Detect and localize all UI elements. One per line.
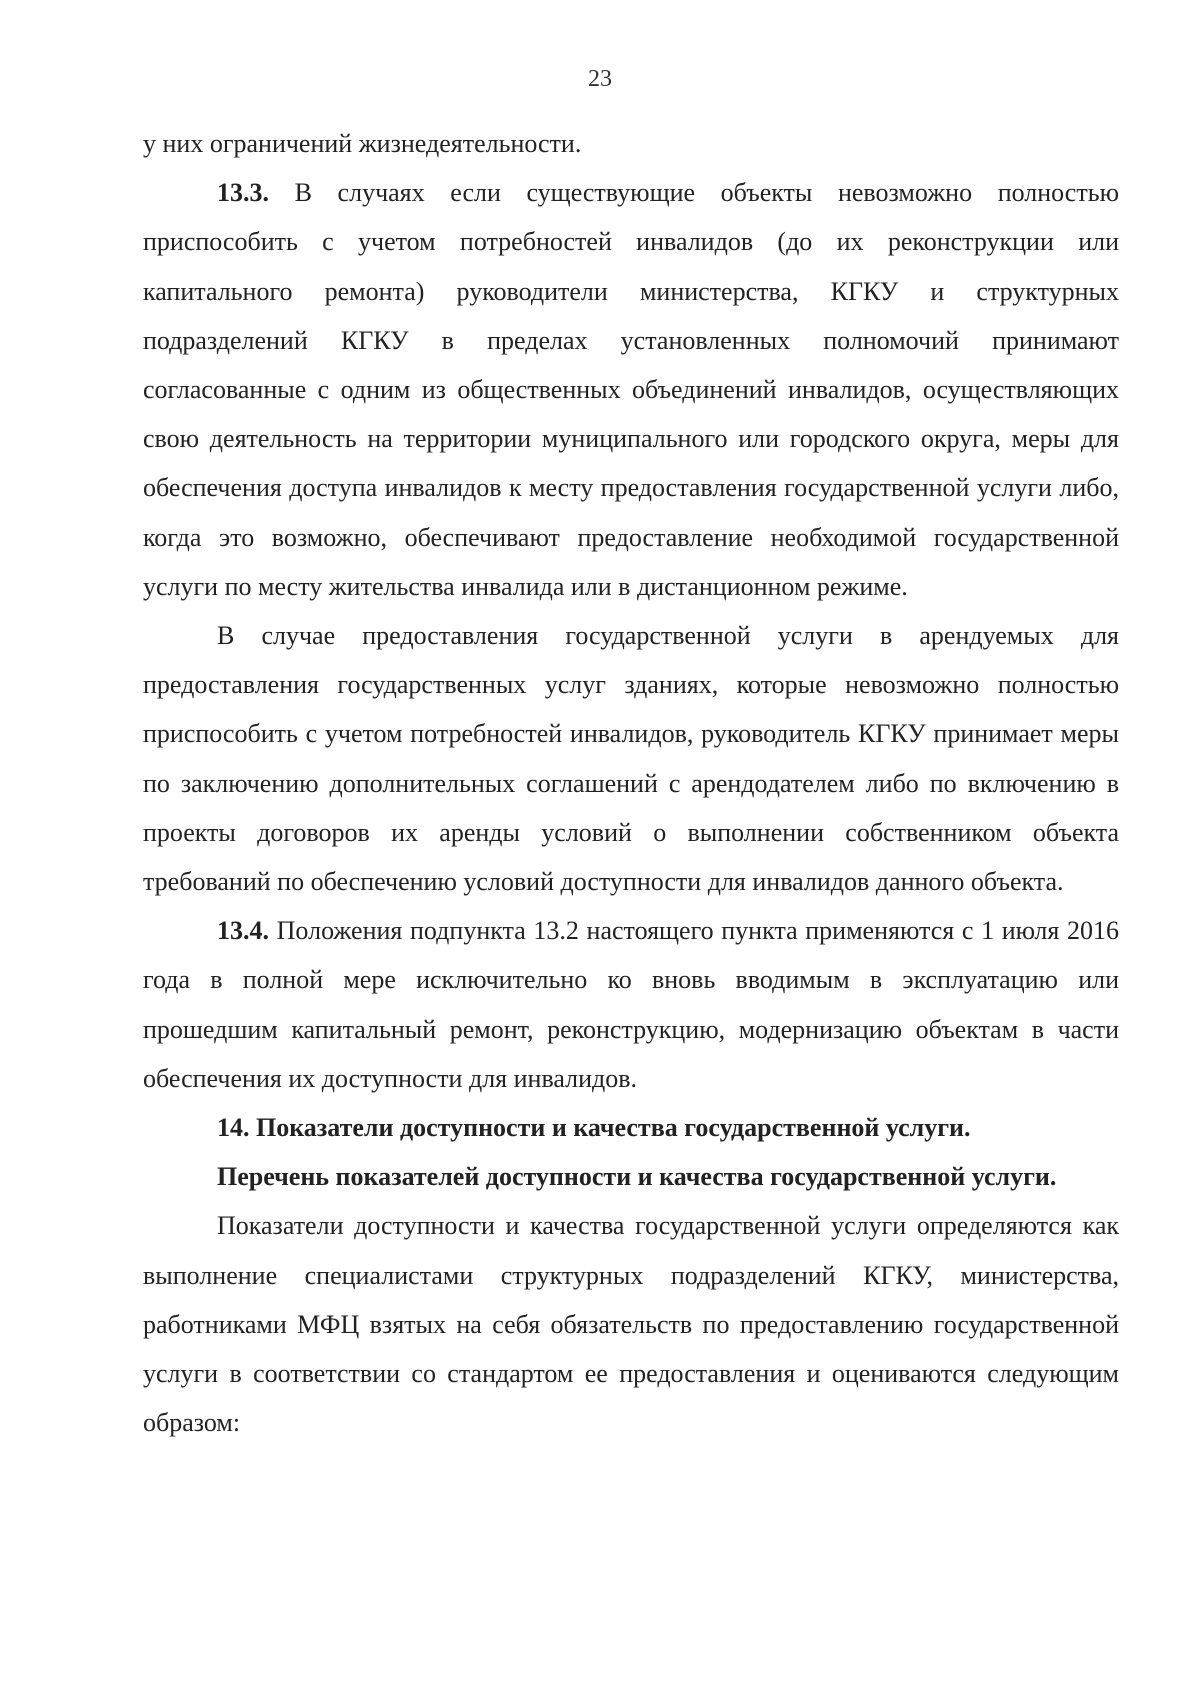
subsection-heading: Перечень показателей доступности и качества государственной услуги. [217,1162,1057,1192]
paragraph-indicators: Показатели доступности и качества государственной услуги определяются как выполнение специалистами структурных подразделений КГКУ, министерства, работниками МФЦ взятых на себя обязательств по предоставлению государственной услуги в соответствии со стандартом ее предоставления и оцениваются следующим образом: [143,1211,1119,1438]
section-heading-14: 14. Показатели доступности и качества государственной услуги. [217,1113,971,1143]
document-body [143,119,1119,1447]
paragraph-13-4 [143,906,1119,1103]
clause-number-13-3: 13.3. [217,178,269,208]
page-number: 23 [588,66,612,92]
clause-text-13-3: В случаях если существующие объекты невозможно полностью приспособить с учетом потребностей инвалидов (до их реконструкции или капитального ремонта) руководители министерства, КГКУ и структурных подразделений КГКУ в пределах установленных полномочий принимают согласованные с одним из общественных объединений инвалидов, осуществляющих свою деятельность на территории муниципального или городского округа, меры для обеспечения доступа инвалидов к месту предоставления государственной услуги либо, когда это возможно, обеспечивают предоставление необходимой государственной услуги по месту жительства инвалида или в дистанционном режиме. [143,178,1119,601]
clause-text-13-4: Положения подпункта 13.2 настоящего пункта применяются с 1 июля 2016 года в полной мере исключительно ко вновь вводимым в эксплуатацию или прошедшим капитальный ремонт, реконструкцию, модернизацию объектам в части обеспечения их доступности для инвалидов. [143,916,1119,1093]
clause-number-13-4: 13.4. [217,916,269,946]
paragraph-continuation: у них ограничений жизнедеятельности. [143,129,582,158]
paragraph-13-3 [143,168,1119,611]
paragraph-lease: В случае предоставления государственной услуги в арендуемых для предоставления государственных услуг зданиях, которые невозможно полностью приспособить с учетом потребностей инвалидов, руководитель КГКУ принимает меры по заключению дополнительных соглашений с арендодателем либо по включению в проекты договоров их аренды условий о выполнении собственником объекта требований по обеспечению условий доступности для инвалидов данного объекта. [143,621,1119,897]
